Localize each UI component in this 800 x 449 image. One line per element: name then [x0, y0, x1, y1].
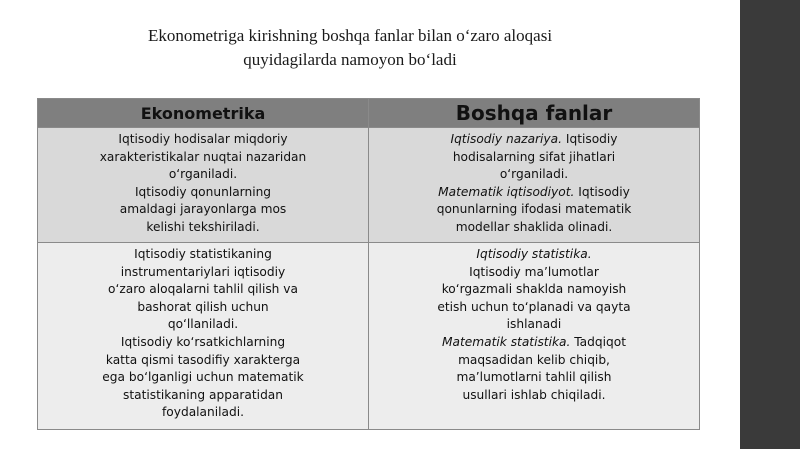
text-line: qonunlarning ifodasi matematik — [436, 202, 632, 217]
text-line: instrumentariylari iqtisodiy — [120, 264, 286, 279]
text-line: Iqtisodiy statistikaning — [134, 247, 272, 261]
text-line: o‘zaro aloqalarni tahlil qilish va — [108, 282, 298, 297]
text-line: xarakteristikalar nuqtai nazaridan — [99, 149, 307, 164]
text-run: Tadqiqot — [570, 334, 626, 349]
italic-term: Matematik statistika. — [442, 334, 571, 349]
italic-term: Iqtisodiy statistika. — [476, 247, 592, 261]
text-line: ishlanadi — [506, 317, 562, 332]
cell-row1-right — [369, 128, 700, 243]
text-line: o‘rganiladi. — [499, 167, 569, 182]
text-line — [375, 131, 693, 149]
text-line: ko‘rgazmali shaklda namoyish — [441, 282, 627, 297]
slide-title — [70, 24, 630, 72]
table-header-row — [38, 99, 700, 128]
comparison-table — [37, 98, 700, 430]
text-line: bashorat qilish uchun — [137, 299, 269, 314]
text-line: katta qismi tasodifiy xarakterga — [105, 352, 301, 367]
cell-text — [375, 246, 693, 404]
text-line: foydalaniladi. — [162, 405, 244, 420]
text-line: ega bo‘lganligi uchun matematik — [102, 370, 304, 385]
text-line: usullari ishlab chiqiladi. — [462, 387, 606, 402]
text-line: etish uchun to‘planadi va qayta — [437, 299, 631, 314]
italic-term: Matematik iqtisodiyot. — [438, 184, 575, 199]
table-row — [38, 128, 700, 243]
text-line — [375, 334, 693, 352]
title-line-1: Ekonometriga kirishning boshqa fanlar bilan o‘zaro aloqasi — [147, 26, 553, 45]
text-line: ma’lumotlarni tahlil qilish — [456, 370, 612, 385]
text-run: Iqtisodiy — [562, 132, 618, 146]
cell-row2-right — [369, 243, 700, 430]
text-line: Iqtisodiy hodisalar miqdoriy — [118, 132, 288, 146]
text-line: Iqtisodiy qonunlarning — [134, 184, 272, 199]
cell-row1-left — [38, 128, 369, 243]
header-boshqa-fanlar: Boshqa fanlar — [369, 99, 700, 128]
text-line: modellar shaklida olinadi. — [455, 219, 613, 234]
text-line: Iqtisodiy ko‘rsatkichlarning — [120, 334, 286, 349]
cell-text — [44, 131, 362, 237]
cell-row2-left — [38, 243, 369, 430]
text-line: o‘rganiladi. — [168, 167, 238, 182]
italic-term: Iqtisodiy nazariya. — [450, 132, 562, 146]
text-line: kelishi tekshiriladi. — [146, 219, 260, 234]
text-line: hodisalarning sifat jihatlari — [452, 149, 616, 164]
title-line-2: quyidagilarda namoyon bo‘ladi — [243, 50, 457, 69]
text-line: qo‘llaniladi. — [167, 317, 239, 332]
header-ekonometrika: Ekonometrika — [38, 99, 369, 128]
table-row — [38, 243, 700, 430]
text-line — [375, 184, 693, 202]
cell-text — [44, 246, 362, 422]
text-line: Iqtisodiy ma’lumotlar — [469, 264, 599, 279]
text-line — [375, 246, 693, 264]
side-band — [740, 0, 800, 449]
cell-text — [375, 131, 693, 237]
text-line: maqsadidan kelib chiqib, — [458, 352, 610, 367]
text-run: Iqtisodiy — [574, 184, 630, 199]
text-line: statistikaning apparatidan — [122, 387, 283, 402]
text-line: amaldagi jarayonlarga mos — [119, 202, 287, 217]
